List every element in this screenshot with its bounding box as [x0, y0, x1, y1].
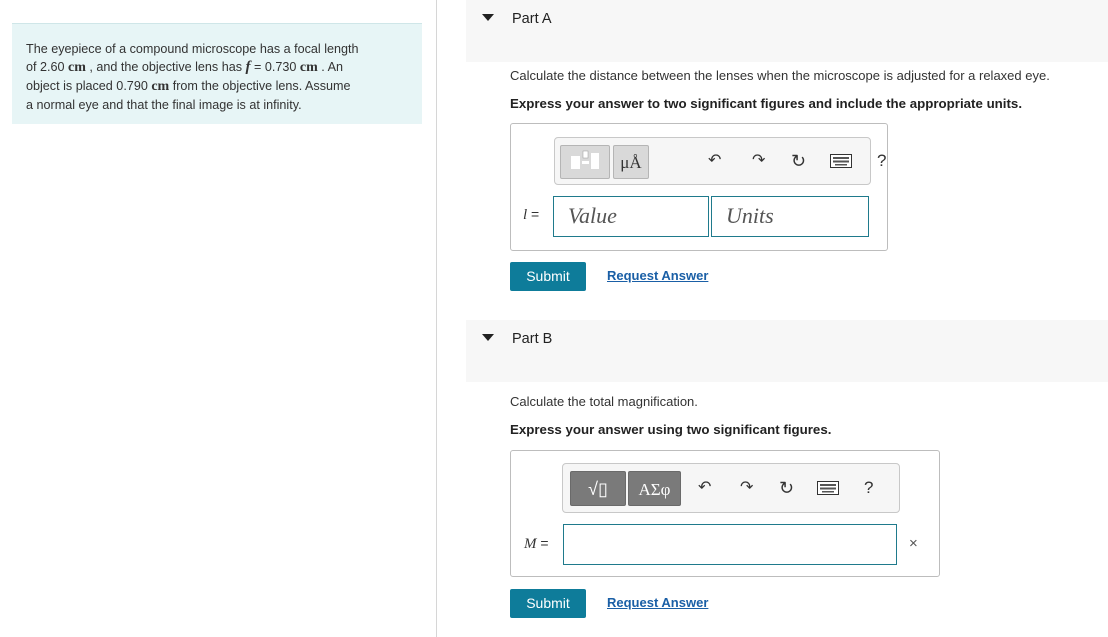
part-b-request-answer-link[interactable]: Request Answer: [607, 595, 709, 610]
collapse-triangle-icon[interactable]: [482, 334, 494, 341]
part-a-instruction: Express your answer to two significant figures and include the appropriate units.: [510, 96, 1023, 111]
column-divider: [436, 0, 437, 637]
undo-icon[interactable]: ↶: [698, 479, 712, 496]
part-b-question: Calculate the total magnification.: [510, 394, 698, 409]
problem-line-4: a normal eye and that the final image is at infinity.: [26, 98, 302, 112]
reset-icon[interactable]: ↻: [779, 478, 795, 498]
part-a-submit-button[interactable]: Submit: [510, 262, 586, 291]
templates-icon: [561, 146, 611, 180]
math-templates-button[interactable]: √▯: [570, 471, 626, 506]
units-input[interactable]: Units: [711, 196, 869, 237]
units-button[interactable]: μÅ: [613, 145, 649, 179]
problem-line-1: The eyepiece of a compound microscope has a focal length: [26, 42, 359, 56]
greek-letters-button[interactable]: ΑΣφ: [628, 471, 681, 506]
problem-statement: [12, 23, 422, 124]
part-a-question: Calculate the distance between the lenses when the microscope is adjusted for a relaxed eye.: [510, 68, 1050, 83]
part-b-title: Part B: [512, 331, 553, 347]
part-a-header[interactable]: [466, 0, 1108, 62]
collapse-triangle-icon[interactable]: [482, 14, 494, 21]
redo-icon[interactable]: ↷: [740, 479, 754, 496]
help-icon[interactable]: ?: [877, 151, 887, 170]
part-b-instruction: Express your answer using two significant figures.: [510, 422, 832, 437]
redo-icon[interactable]: ↷: [752, 152, 766, 169]
part-a-request-answer-link[interactable]: Request Answer: [607, 268, 709, 283]
part-b-answer-box: [510, 450, 940, 577]
keyboard-icon[interactable]: [817, 481, 839, 501]
problem-line-2: of 2.60 cm , and the objective lens has f = 0.730 cm . An: [26, 59, 344, 75]
undo-icon[interactable]: ↶: [708, 152, 722, 169]
magnification-input[interactable]: [563, 524, 897, 565]
part-b-submit-button[interactable]: Submit: [510, 589, 586, 618]
part-a-title: Part A: [512, 11, 552, 27]
keyboard-icon[interactable]: [830, 154, 852, 174]
part-b-header[interactable]: [466, 320, 1108, 382]
part-b-toolbar: [562, 463, 900, 513]
part-a-answer-box: [510, 123, 888, 251]
value-input[interactable]: Value: [553, 196, 709, 237]
help-icon[interactable]: ?: [864, 478, 874, 497]
part-a-toolbar: [554, 137, 887, 185]
templates-button[interactable]: [560, 145, 610, 179]
reset-icon[interactable]: ↻: [791, 151, 807, 171]
part-b-variable-label: M =: [524, 535, 549, 552]
part-a-variable-label: l =: [523, 206, 540, 223]
problem-line-3: object is placed 0.790 cm from the objective lens. Assume: [26, 79, 351, 94]
clear-icon[interactable]: ×: [909, 535, 918, 552]
